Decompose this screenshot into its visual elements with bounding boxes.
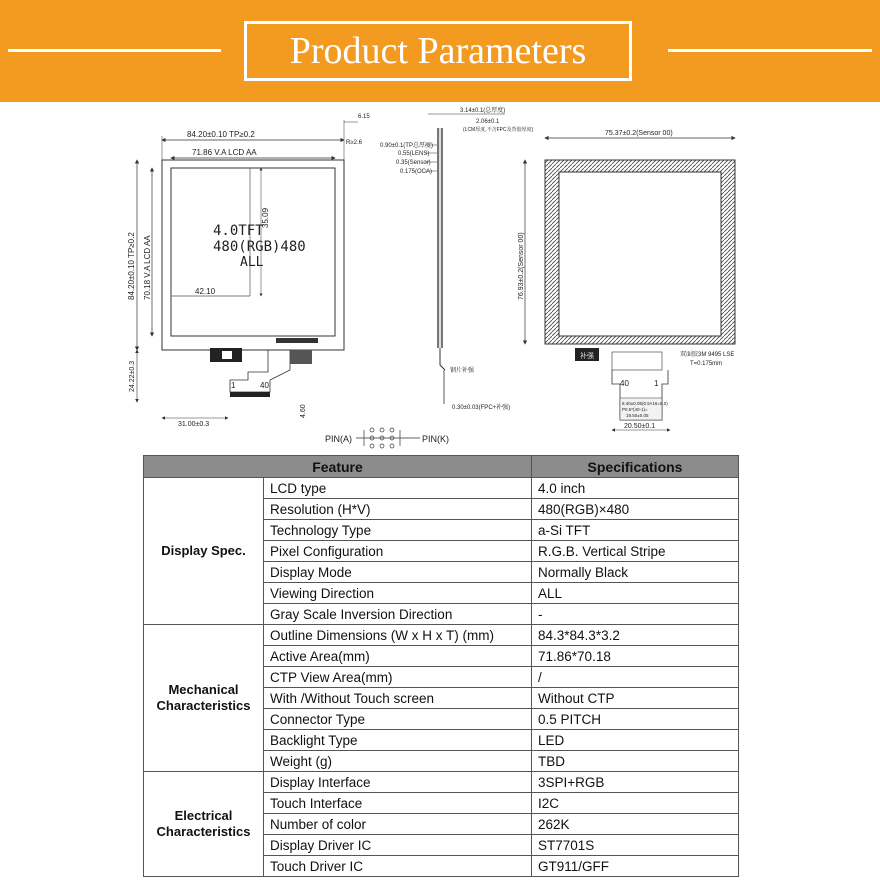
feature-cell: Resolution (H*V) [264, 499, 532, 520]
front-fpc-bar [276, 338, 318, 343]
value-cell: - [532, 604, 739, 625]
value-cell: LED [532, 730, 739, 751]
side-lcm-note: (LCM厚度,不含FPC及背胶厚度) [463, 127, 534, 133]
value-cell: Normally Black [532, 562, 739, 583]
feature-cell: Touch Interface [264, 793, 532, 814]
dim-aa-width: 71.86 V.A LCD AA [192, 148, 257, 157]
value-cell: ST7701S [532, 835, 739, 856]
value-cell: a-Si TFT [532, 520, 739, 541]
feature-cell: Display Interface [264, 772, 532, 793]
group-mechanical: Mechanical Characteristics [144, 625, 264, 772]
side-stiffener: 钢片补强 [450, 368, 475, 374]
value-cell: 480(RGB)×480 [532, 499, 739, 520]
value-cell: ALL [532, 583, 739, 604]
side-oca: 0.175(OCA) [400, 169, 433, 175]
banner-rule-right [668, 49, 872, 52]
feature-cell: Gray Scale Inversion Direction [264, 604, 532, 625]
dim-corner-radius: R≥2.6 [346, 140, 362, 146]
feature-cell: Viewing Direction [264, 583, 532, 604]
header-specifications: Specifications [532, 456, 739, 478]
center-label-1: 4.0TFT [213, 223, 264, 239]
feature-cell: With /Without Touch screen [264, 688, 532, 709]
dim-tail-height: 24.22±0.3 [129, 360, 136, 392]
pin-a-label: PIN(A) [325, 434, 352, 444]
group-display-spec: Display Spec. [144, 478, 264, 625]
back-dim-width: 75.37±0.2(Sensor 00) [605, 130, 673, 137]
value-cell: 3SPI+RGB [532, 772, 739, 793]
center-label-2: 480(RGB)480 [213, 239, 306, 255]
back-fpc-note-2: P0.5*(40-1)= [622, 407, 648, 412]
side-tp-thickness: 0.90±0.1(TP总厚度) [380, 143, 433, 149]
mechanical-drawing [0, 102, 880, 452]
back-pin-1: 1 [654, 379, 659, 388]
spec-table [143, 455, 739, 877]
feature-cell: Backlight Type [264, 730, 532, 751]
side-fpc-thickness: 0.30±0.03(FPC+补强) [452, 405, 511, 411]
banner-rule-left [8, 49, 221, 52]
back-view [518, 130, 735, 430]
value-cell: GT911/GFF [532, 856, 739, 877]
back-dim-height: 76.93±0.2(Sensor 00) [518, 232, 525, 300]
feature-cell: LCD type [264, 478, 532, 499]
feature-cell: Number of color [264, 814, 532, 835]
value-cell: I2C [532, 793, 739, 814]
feature-cell: Active Area(mm) [264, 646, 532, 667]
dim-tail-gap: 4.60 [300, 404, 307, 418]
feature-cell: Technology Type [264, 520, 532, 541]
side-lens: 0.55(LENS) [398, 151, 430, 157]
dim-tail-width: 31.00±0.3 [178, 421, 210, 428]
value-cell: 0.5 PITCH [532, 709, 739, 730]
feature-cell: Display Driver IC [264, 835, 532, 856]
dim-outline-width: 84.20±0.10 TP≥0.2 [187, 130, 255, 139]
center-label-3: ALL [240, 255, 264, 270]
feature-cell: CTP View Area(mm) [264, 667, 532, 688]
header-feature: Feature [144, 456, 532, 478]
back-tape-thickness: T=0.175mm [690, 361, 723, 367]
value-cell: Without CTP [532, 688, 739, 709]
front-pin-1: 1 [231, 381, 236, 390]
dim-center-x: 42.10 [195, 287, 216, 296]
dim-corner: 6.15 [358, 114, 370, 120]
value-cell: 84.3*84.3*3.2 [532, 625, 739, 646]
table-header-row [144, 456, 739, 478]
back-fpc-note-3: 19.50±0.05 [626, 413, 649, 418]
dim-center-y: 35.09 [261, 207, 270, 228]
side-view [380, 106, 534, 411]
feature-cell: Weight (g) [264, 751, 532, 772]
feature-cell: Display Mode [264, 562, 532, 583]
side-lcm-thickness: 2.06±0.1 [476, 119, 500, 125]
feature-cell: Connector Type [264, 709, 532, 730]
back-tape: 双面胶3M 9495 LSE [680, 352, 735, 358]
table-row [144, 478, 739, 499]
back-pin-40: 40 [620, 379, 629, 388]
value-cell: / [532, 667, 739, 688]
side-total-thickness: 3.14±0.1(总厚度) [460, 108, 506, 114]
back-inner [559, 172, 721, 336]
table-row [144, 625, 739, 646]
value-cell: TBD [532, 751, 739, 772]
back-fpc-note-1: 8.40±0.05(0.5×16=8.0) [622, 401, 668, 406]
back-dim-fpc-width: 20.50±0.1 [624, 423, 656, 430]
back-stiffener: 补强 [580, 353, 594, 360]
feature-cell: Touch Driver IC [264, 856, 532, 877]
pin-k-label: PIN(K) [422, 434, 449, 444]
value-cell: 262K [532, 814, 739, 835]
group-electrical: Electrical Characteristics [144, 772, 264, 877]
dim-aa-height: 70.18 V.A LCD AA [143, 235, 152, 300]
front-pin-40: 40 [260, 381, 269, 390]
feature-cell: Outline Dimensions (W x H x T) (mm) [264, 625, 532, 646]
dim-outline-height: 84.20±0.10 TP≥0.2 [127, 232, 136, 300]
value-cell: 4.0 inch [532, 478, 739, 499]
header-banner [0, 0, 880, 102]
side-sensor: 0.35(Sensor) [396, 160, 431, 166]
table-row [144, 772, 739, 793]
feature-cell: Pixel Configuration [264, 541, 532, 562]
value-cell: 71.86*70.18 [532, 646, 739, 667]
page-title: Product Parameters [289, 30, 587, 72]
value-cell: R.G.B. Vertical Stripe [532, 541, 739, 562]
